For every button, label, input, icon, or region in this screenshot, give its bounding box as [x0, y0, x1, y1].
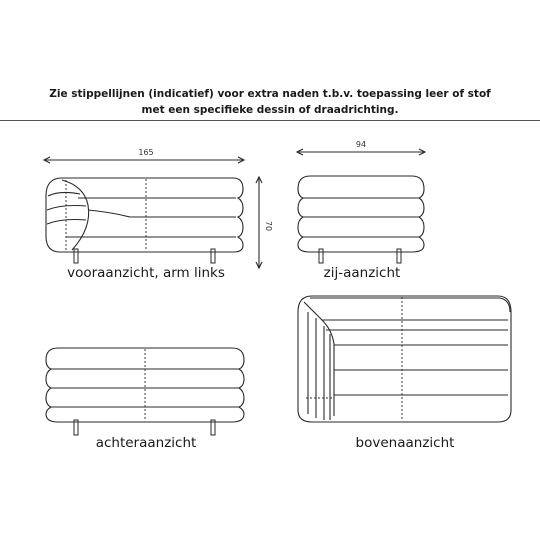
top-view-label: bovenaanzicht — [355, 435, 455, 451]
front-body-outline — [46, 178, 243, 252]
front-view-drawing — [44, 148, 273, 268]
side-body-outline — [298, 176, 424, 252]
side-depth-value: 94 — [355, 140, 367, 149]
side-view-label: zij-aanzicht — [323, 265, 401, 281]
back-view-label: achteraanzicht — [95, 435, 197, 451]
side-leg-left — [319, 249, 323, 263]
front-leg-left — [74, 249, 78, 263]
side-leg-right — [397, 249, 401, 263]
front-view-label: vooraanzicht, arm links — [67, 265, 225, 281]
side-view-drawing — [297, 140, 425, 263]
back-view-drawing — [46, 348, 244, 435]
front-width-value: 165 — [138, 148, 154, 157]
front-width-dimension — [44, 148, 244, 163]
top-view-drawing — [298, 296, 511, 422]
front-leg-right — [211, 249, 215, 263]
front-height-value: 70 — [264, 220, 273, 232]
front-height-dimension — [256, 177, 273, 268]
front-arm-outline — [62, 180, 89, 250]
instruction-note-line-2: met een specifieke dessin of draadrichting. — [141, 104, 399, 116]
side-depth-dimension — [297, 140, 425, 155]
instruction-note-line-1: Zie stippellijnen (indicatief) voor extra naden t.b.v. toepassing leer of stof — [49, 88, 491, 100]
